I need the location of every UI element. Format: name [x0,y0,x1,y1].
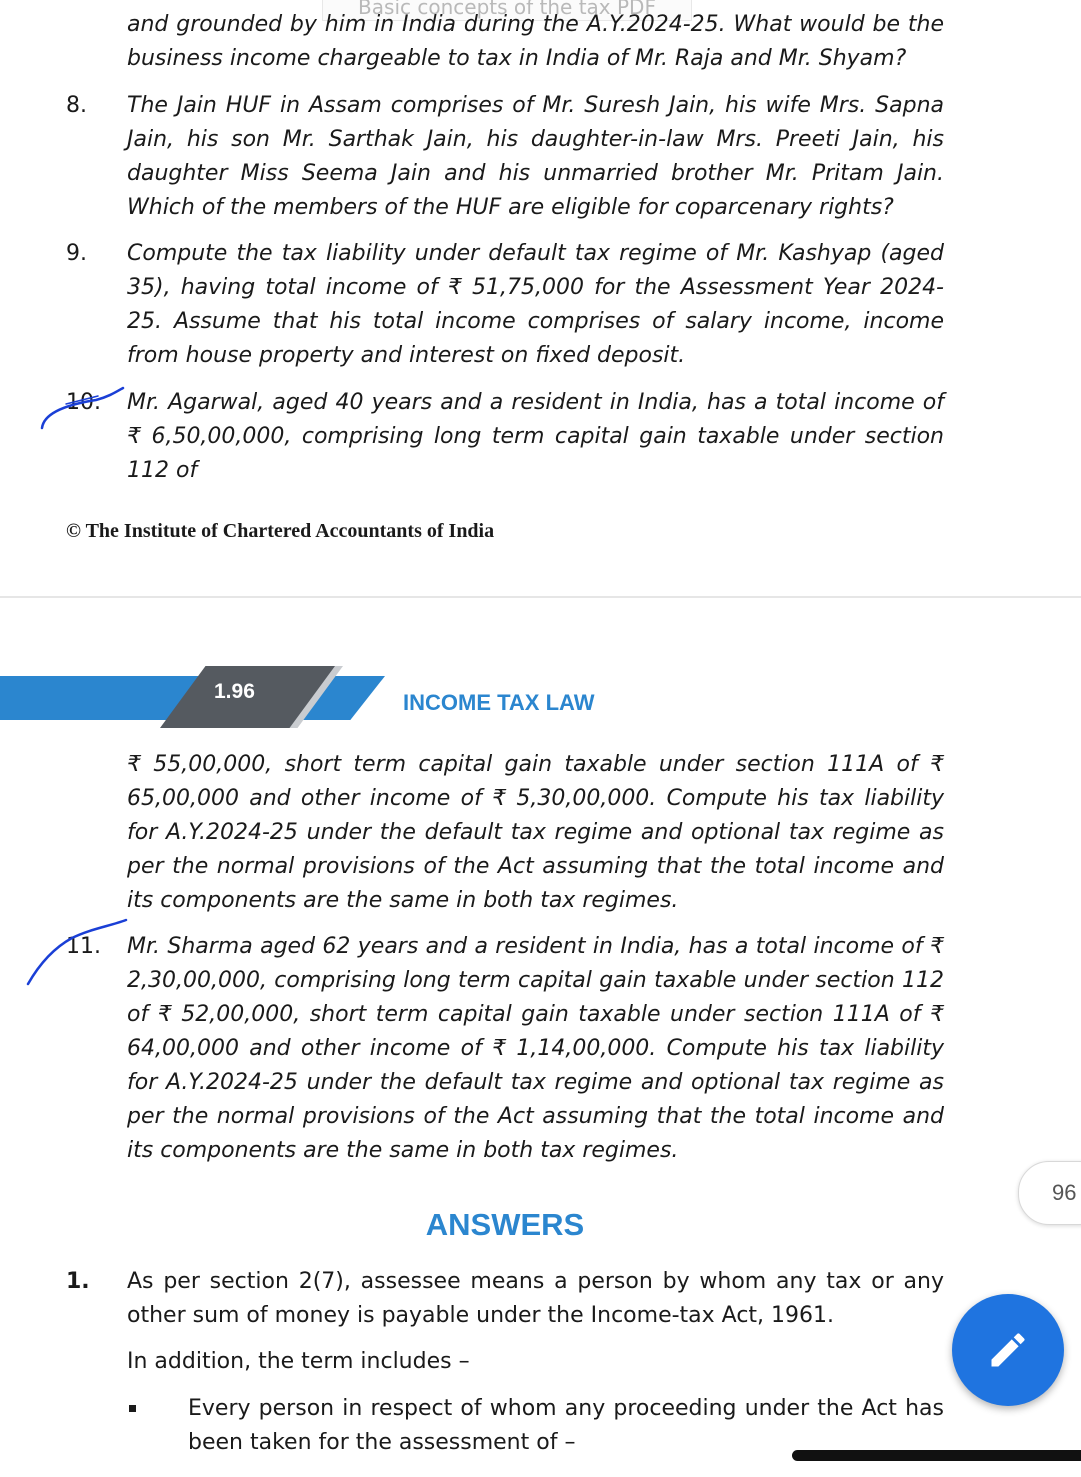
question-10-text: Mr. Agarwal, aged 40 years and a resident in India, has a total income of ₹ 6,50,00,000, comprising long term capital gain taxable under section 112 of [127,390,944,483]
answer-1-text: As per section 2(7), assessee means a person by whom any tax or any other sum of money is payable under the Income-tax Act, 1961. [127,1269,944,1328]
page-number-badge: 1.96 [214,680,255,703]
page-indicator-number[interactable]: 96 [1052,1180,1077,1205]
edit-button[interactable] [952,1294,1064,1406]
answer-1-bullet: Every person in respect of whom any proceeding under the Act has been taken for the assessment of – [188,1396,944,1455]
copyright-footer: © The Institute of Chartered Accountants of India [66,520,495,542]
question-11-text: Mr. Sharma aged 62 years and a resident in India, has a total income of ₹ 2,30,00,000, comprising long term capital gain taxable under section 112 of ₹ 52,00,000, short term capital gain taxable under section 111A of ₹ 64,00,000 and other income of ₹ 1,14,00,000. Compute his tax liability for A.Y.2024-25 under the default tax regime and optional tax regime as per the normal provisions of the Act assuming that the total income and its components are the same in both tax regimes. [127,934,944,1163]
bullet-icon [129,1405,136,1412]
viewer-tab-title[interactable]: Basic concepts of the tax PDF [322,0,692,21]
question-7-continuation: and grounded by him in India during the A.Y.2024-25. What would be the business income chargeable to tax in India of Mr. Raja and Mr. Shyam? [127,12,944,71]
answer-1-number: 1. [66,1269,90,1294]
pencil-icon [986,1328,1030,1372]
question-10-continuation: ₹ 55,00,000, short term capital gain taxable under section 111A of ₹ 65,00,000 and other income of ₹ 5,30,00,000. Compute his tax liability for A.Y.2024-25 under the default tax regime and optional tax regime as per the normal provisions of the Act assuming that the total income and its components are the same in both tax regimes. [127,752,944,913]
question-9-number: 9. [66,241,87,266]
question-11-number: 11. [66,934,101,959]
question-8-number: 8. [66,93,87,118]
running-head: INCOME TAX LAW [403,690,595,715]
answers-heading: ANSWERS [425,1207,585,1242]
home-indicator [792,1450,1081,1461]
question-8-text: The Jain HUF in Assam comprises of Mr. Suresh Jain, his wife Mrs. Sapna Jain, his son Mr. Sarthak Jain, his daughter-in-law Mrs. Preeti Jain, his daughter Miss Seema Jain and his unmarried brother Mr. Pritam Jain. Which of the members of the HUF are eligible for coparcenary rights? [127,93,944,220]
page-separator [0,596,1081,598]
question-9-text: Compute the tax liability under default tax regime of Mr. Kashyap (aged 35), having total income of ₹ 51,75,000 for the Assessment Year 2024-25. Assume that his total income comprises of salary income, income from house property and interest on fixed deposit. [127,241,944,368]
answer-1-intro: In addition, the term includes – [127,1349,470,1374]
question-10-number: 10. [66,390,101,415]
